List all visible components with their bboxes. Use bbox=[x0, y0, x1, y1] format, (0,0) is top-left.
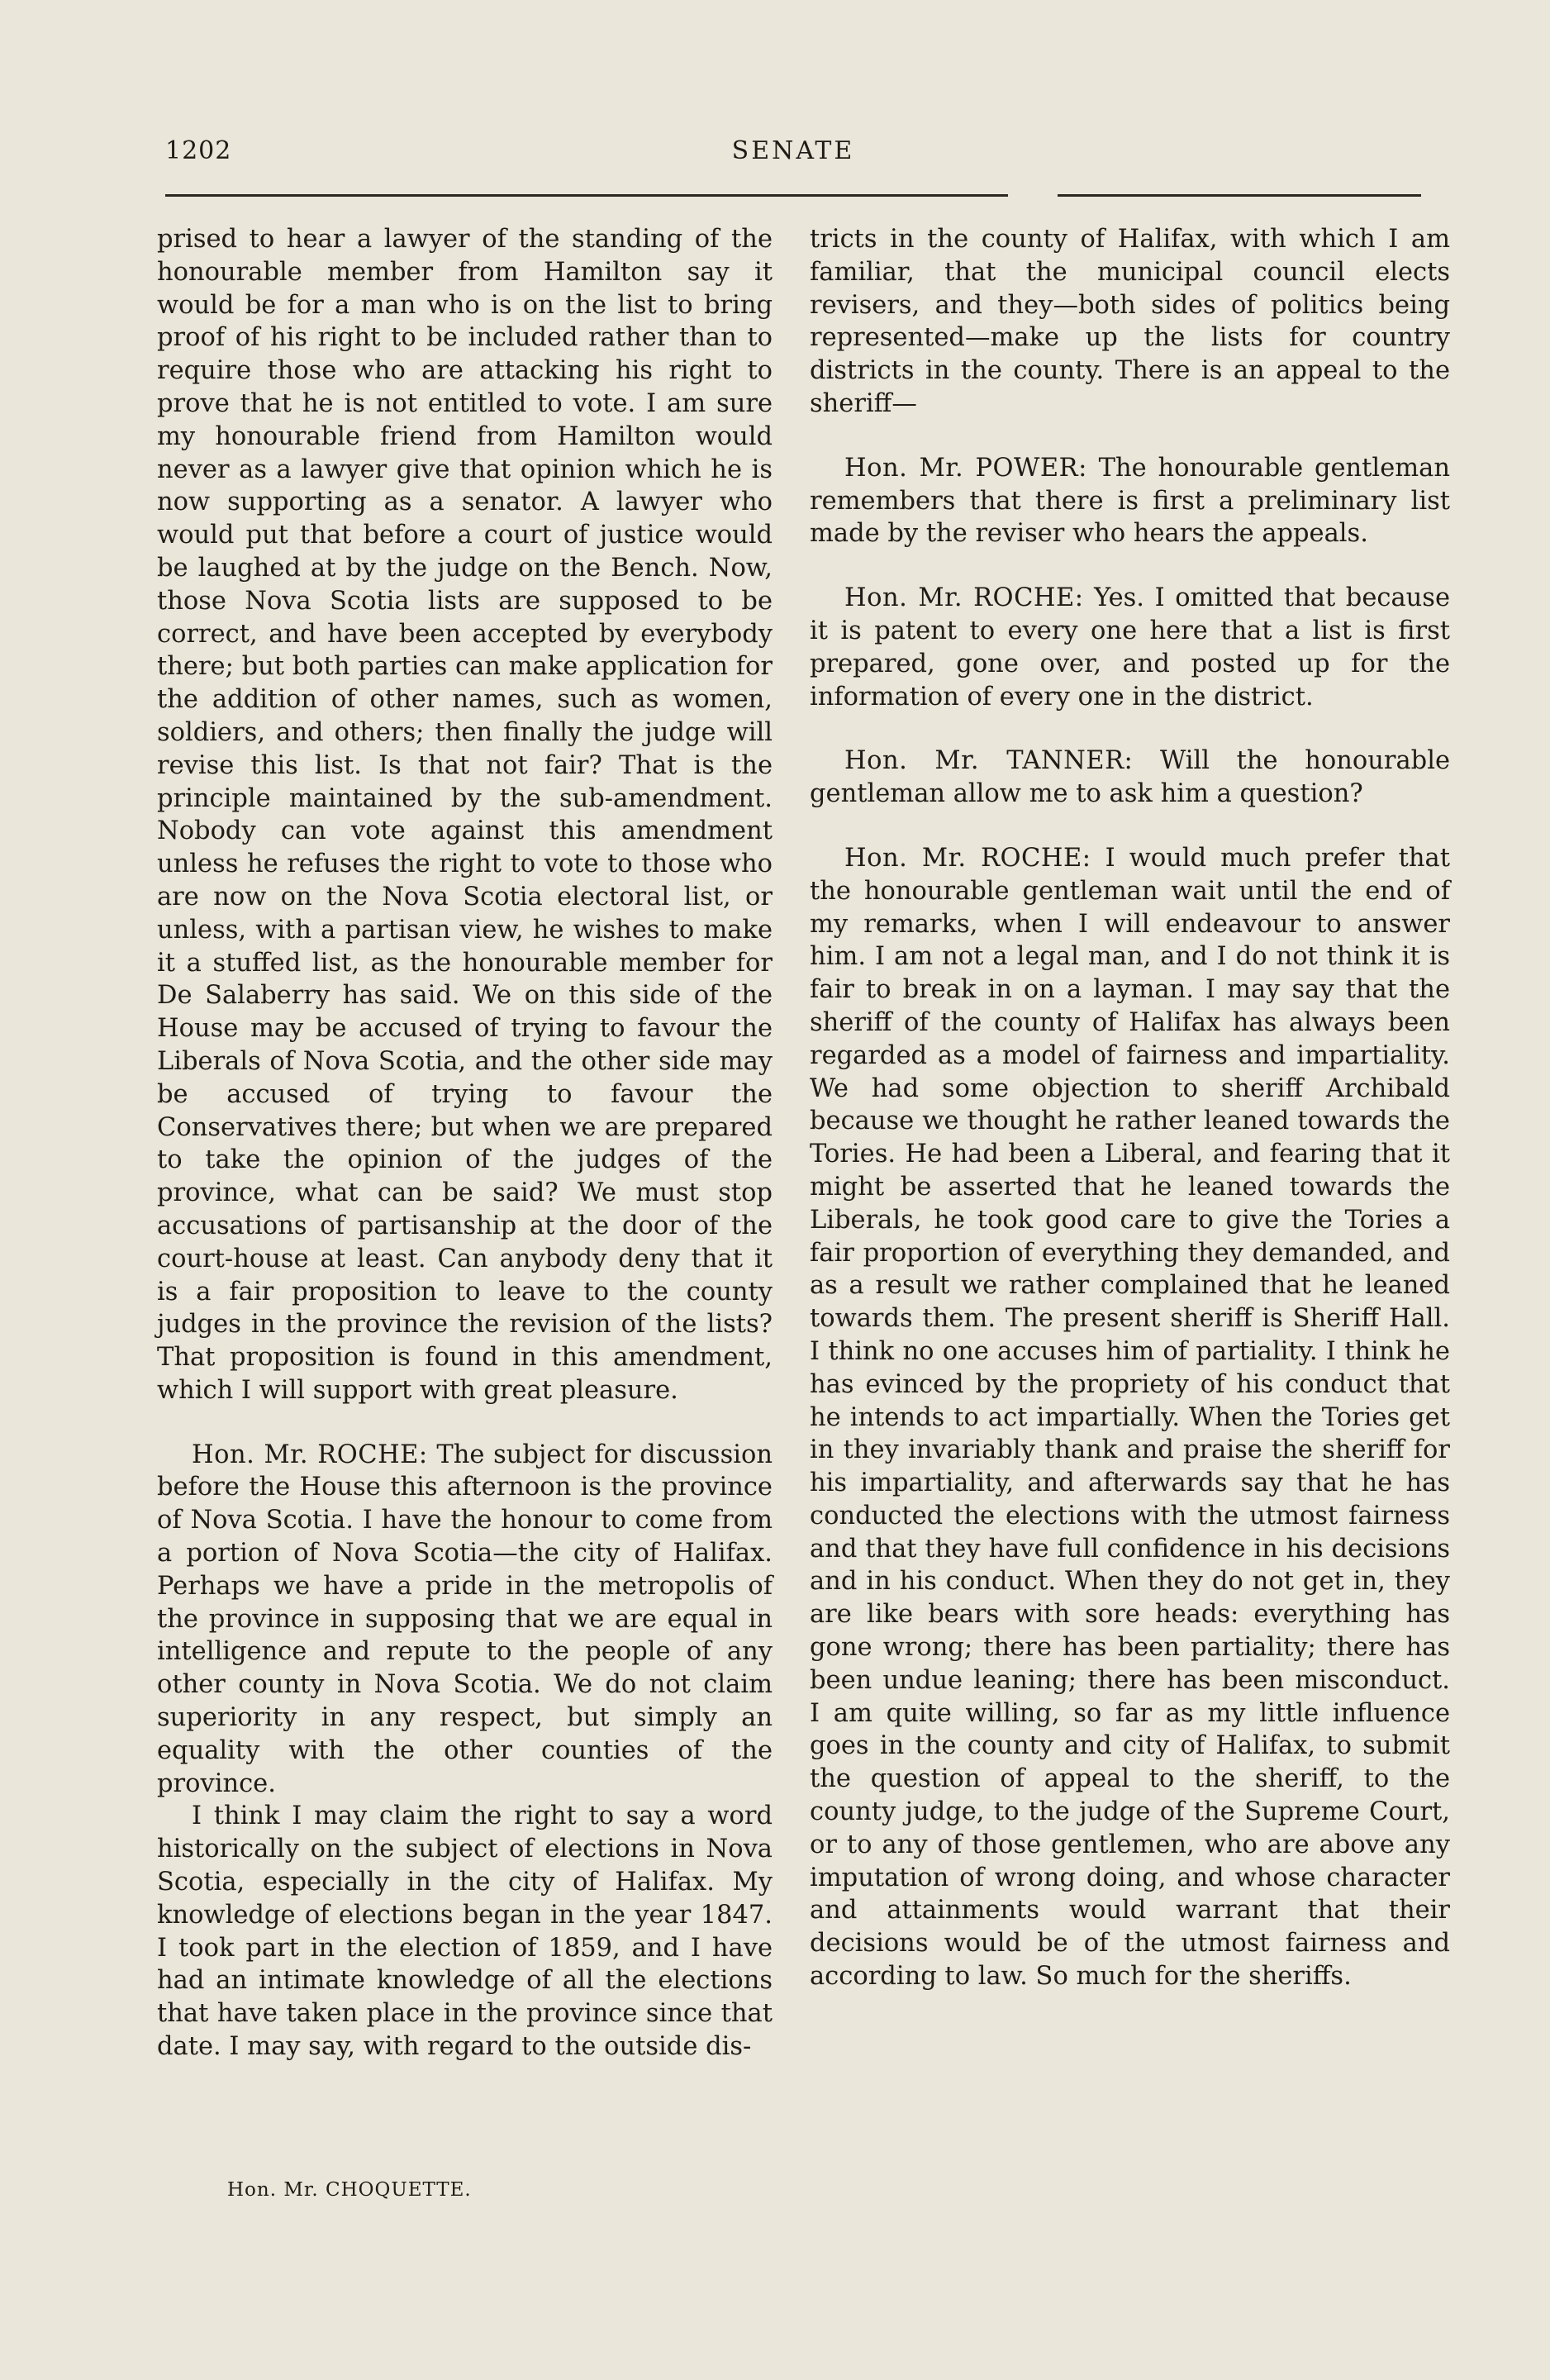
right-paragraph-2 bbox=[810, 452, 1450, 550]
right-paragraph-1: tricts in the county of Halifax, with which I am familiar, that the municipal council elects revisers, and they—both sides of politics being represented—make up the lists for country districts in the county. There is an appeal to the sheriff— bbox=[810, 225, 1450, 418]
left-paragraph-1: prised to hear a lawyer of the standing of the honourable member from Hamilton say it would be for a man who is on the list to bring proof of his right to be included rather than to require those who are attacking his right to prove that he is not entitled to vote. I am sure my honourable friend from Hamilton would never as a lawyer give that opinion which he is now supporting as a senator. A lawyer who would put that before a court of justice would be laughed at by the judge on the Bench. Now, those Nova Scotia lists are supposed to be correct, and have been accepted by everybody there; but both parties can make application for the addition of other names, such as women, soldiers, and others; then finally the judge will revise this list. Is that not fair? That is the principle maintained by the sub-amendment. Nobody can vote against this amendment unless he refuses the right to vote to those who are now on the Nova Scotia electoral list, or unless, with a partisan view, he wishes to make it a stuffed list, as the honourable member for De Salaberry has said. We on this side of the House may be accused of trying to favour the Liberals of Nova Scotia, and the other side may be accused of trying to favour the Conservatives there; but when we are prepared to take the opinion of the judges of the province, what can be said? We must stop accusations of partisanship at the door of the court-house at least. Can anybody deny that it is a fair proposition to leave to the county judges in the province the revision of the lists? That proposition is found in this amendment, which I will support with great pleasure. bbox=[157, 225, 773, 1405]
speech-text: The honourable gentleman remembers that there is first a preliminary list made by the reviser who hears the appeals. bbox=[810, 453, 1450, 549]
right-paragraph-4 bbox=[810, 745, 1450, 811]
page-number: 1202 bbox=[165, 136, 232, 165]
header-rule-left bbox=[165, 194, 1008, 197]
speech-text: The subject for discussion before the House this afternoon is the province of Nova Scotia. I have the honour to come from a portion of Nova Scotia—the city of Halifax. Perhaps we have a pride in the metropolis of the province in supposing that we are equal in intelligence and repute to the people of any other county in Nova Scotia. We do not claim superiority in any respect, but simply an equality with the other counties of the province. bbox=[157, 1440, 773, 1798]
speaker-name: Hon. Mr. ROCHE: bbox=[192, 1440, 428, 1469]
footer-speaker-name: Hon. Mr. CHOQUETTE. bbox=[227, 2179, 472, 2201]
right-paragraph-3 bbox=[810, 582, 1450, 713]
left-paragraph-2 bbox=[157, 1439, 773, 1801]
running-head: SENATE bbox=[731, 136, 855, 165]
speech-text: Yes. I omitted that because it is patent to every one here that a list is first prepared, gone over, and posted up for the information of every one in the district. bbox=[810, 583, 1450, 712]
left-column bbox=[157, 223, 773, 2063]
right-paragraph-5 bbox=[810, 842, 1450, 1993]
speech-text: I would much prefer that the honourable gentleman wait until the end of my remarks, when I will endeavour to answer him. I am not a legal man, and I do not think it is fair to break in on a layman. I may say that the sheriff of the county of Halifax has always been regarded as a model of fairness and impartiality. We had some objection to sheriff Archibald because we thought he rather leaned towards the Tories. He had been a Liberal, and fearing that it might be asserted that he leaned towards the Liberals, he took good care to give the Tories a fair proportion of everything they demanded, and as a result we rather complained that he leaned towards them. The present sheriff is Sheriff Hall. I think no one accuses him of partiality. I think he has evinced by the propriety of his conduct that he intends to act impartially. When the Tories get in they invariably thank and praise the sheriff for his impartiality, and afterwards say that he has conducted the elections with the utmost fairness and that they have full confidence in his decisions and in his conduct. When they do not get in, they are like bears with sore heads: everything has gone wrong; there has been partiality; there has been undue leaning; there has been misconduct. I am quite willing, so far as my little influence goes in the county and city of Halifax, to submit the question of appeal to the sheriff, to the county judge, to the judge of the Supreme Court, or to any of those gentlemen, who are above any imputation of wrong doing, and whose character and attainments would warrant that their decisions would be of the utmost fairness and according to law. So much for the sheriffs. bbox=[810, 843, 1450, 1992]
left-paragraph-3: I think I may claim the right to say a word historically on the subject of elections in Nova Scotia, especially in the city of Halifax. My knowledge of elections began in the year 1847. I took part in the election of 1859, and I have had an intimate knowledge of all the elections that have taken place in the province since that date. I may say, with regard to the outside dis- bbox=[157, 1802, 773, 2062]
header-rule-right bbox=[1058, 194, 1421, 197]
page-header bbox=[165, 136, 1421, 178]
speaker-name: Hon. Mr. ROCHE: bbox=[844, 583, 1084, 613]
speaker-name: Hon. Mr. ROCHE: bbox=[844, 843, 1091, 873]
speaker-name: Hon. Mr. TANNER: bbox=[844, 746, 1134, 776]
right-column bbox=[810, 223, 1450, 1993]
speech-text: Will the honourable gentleman allow me to ask him a question? bbox=[810, 746, 1450, 809]
speaker-name: Hon. Mr. POWER: bbox=[844, 453, 1087, 483]
